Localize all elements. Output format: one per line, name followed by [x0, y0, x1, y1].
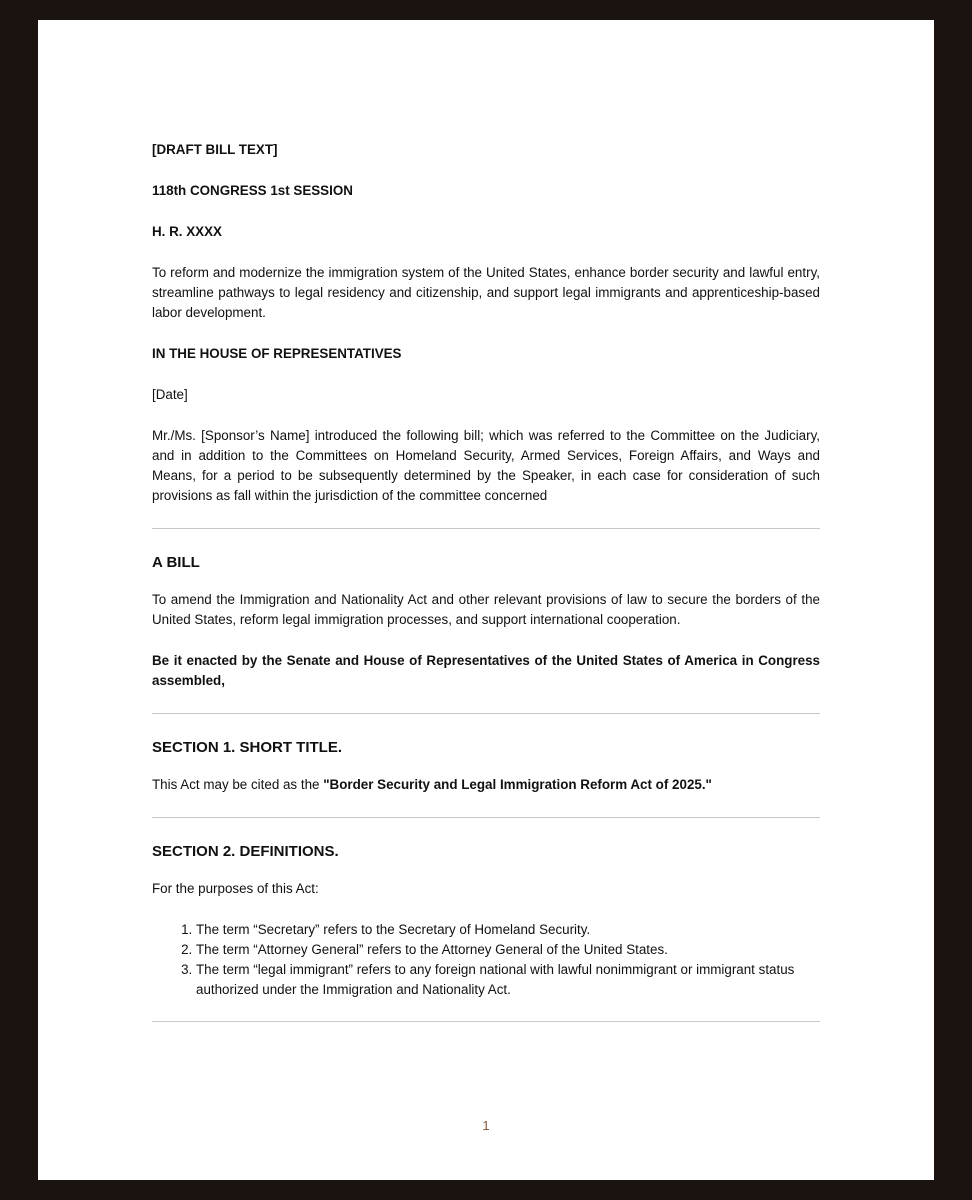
divider [152, 528, 820, 529]
divider [152, 1021, 820, 1022]
list-item: 2. The term “Attorney General” refers to the Attorney General of the United States. [196, 940, 820, 960]
section-1-heading: SECTION 1. SHORT TITLE. [152, 739, 343, 756]
bill-purpose: To reform and modernize the immigration system of the United States, enhance border security and lawful entry, streamline pathways to legal residency and citizenship, and support legal immigrants and apprenticeship-based labor development. [152, 265, 820, 320]
congress-session: 118th CONGRESS 1st SESSION [152, 183, 353, 198]
section-2-heading: SECTION 2. DEFINITIONS. [152, 843, 339, 860]
draft-label: [DRAFT BILL TEXT] [152, 142, 278, 157]
section-1-text [152, 775, 820, 795]
short-title: "Border Security and Legal Immigration Reform Act of 2025." [323, 777, 712, 792]
a-bill-heading: A BILL [152, 554, 200, 571]
page-number: 1 [482, 1118, 490, 1133]
enacting-clause: Be it enacted by the Senate and House of Representatives of the United States of America in Congress assembled, [152, 653, 820, 688]
bill-date: [Date] [152, 387, 188, 402]
bill-description: To amend the Immigration and Nationality Act and other relevant provisions of law to secure the borders of the United States, reform legal immigration processes, and support international cooperation. [152, 592, 820, 627]
section-2-intro: For the purposes of this Act: [152, 881, 319, 896]
document-page [38, 20, 934, 1180]
introduction-paragraph: Mr./Ms. [Sponsor’s Name] introduced the following bill; which was referred to the Committee on the Judiciary, and in addition to the Committees on Homeland Security, Armed Services, Foreign Affairs, and Ways and Means, for a period to be subsequently determined by the Speaker, in each case for consideration of such provisions as fall within the jurisdiction of the committee concerned [152, 428, 820, 503]
bill-number: H. R. XXXX [152, 224, 222, 239]
document-body [152, 140, 820, 1022]
divider [152, 713, 820, 714]
divider [152, 817, 820, 818]
definitions-list [152, 920, 820, 1000]
chamber-heading: IN THE HOUSE OF REPRESENTATIVES [152, 346, 402, 361]
list-item: 3. The term “legal immigrant” refers to any foreign national with lawful nonimmigrant or immigrant status authorized under the Immigration and Nationality Act. [196, 960, 820, 1000]
section-1-prefix: This Act may be cited as the [152, 777, 324, 792]
list-item: 1. The term “Secretary” refers to the Secretary of Homeland Security. [196, 920, 820, 940]
